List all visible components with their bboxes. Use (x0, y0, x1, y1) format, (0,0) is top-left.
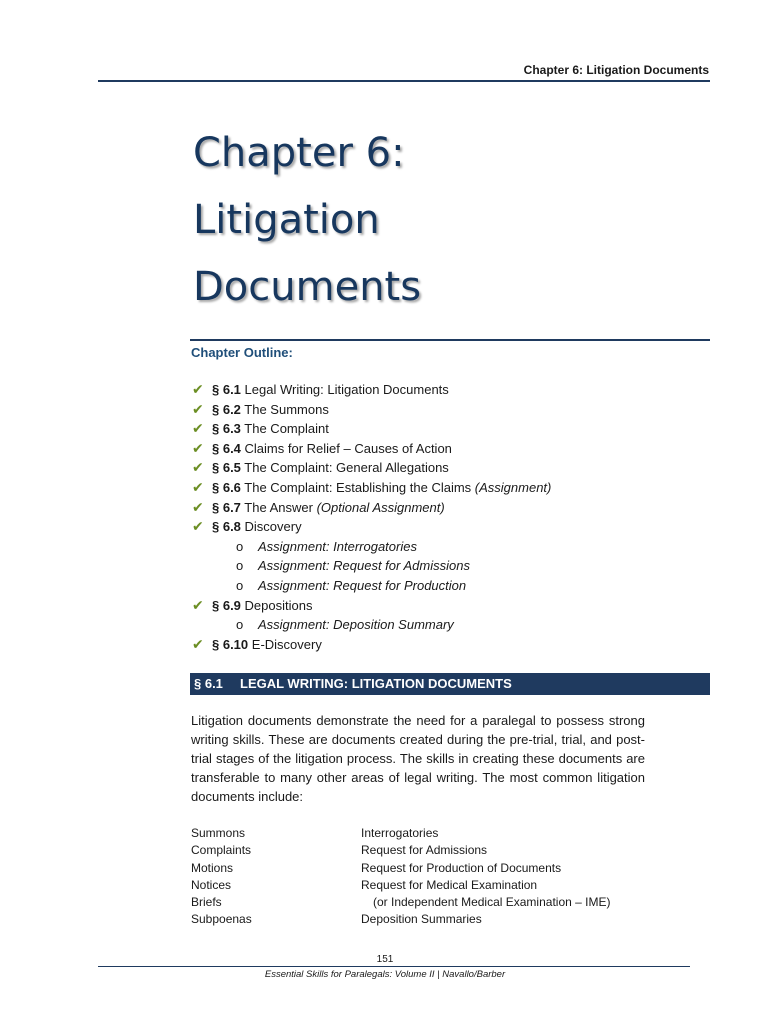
outline-item-note: (Assignment) (474, 479, 552, 495)
section-paragraph: Litigation documents demonstrate the need for a paralegal to possess strong writing skills. These are documents created during the pre-trial, trial, and post-trial stages of the litigation process. The skills in creating these documents are transferable to many other areas of legal writing. The most common litigation documents include: (191, 713, 645, 804)
checkmark-icon: ✔ (192, 459, 204, 476)
outline-item-note: (Optional Assignment) (316, 499, 445, 515)
list-item: Interrogatories (361, 826, 439, 840)
list-item: Request for Medical Examination (361, 877, 538, 892)
outline-subitem (192, 556, 692, 576)
list-item: Notices (191, 877, 232, 892)
outline-item-text: E-Discovery (248, 636, 322, 652)
chapter-title (193, 120, 613, 321)
title-rule (190, 339, 710, 341)
documents-list-left (191, 825, 252, 929)
outline-item-number: § 6.3 (212, 421, 241, 437)
outline-subitem-text: Assignment: Request for Admissions (258, 558, 470, 574)
outline-heading: Chapter Outline: (191, 345, 293, 360)
checkmark-icon: ✔ (192, 420, 204, 437)
outline-subitem-text: Assignment: Deposition Summary (258, 617, 454, 633)
list-item: Complaints (191, 843, 252, 858)
documents-list-right (361, 825, 610, 929)
outline-item-number: § 6.8 (212, 519, 241, 535)
checkmark-icon: ✔ (192, 498, 204, 515)
outline-item (192, 380, 692, 400)
circle-bullet-icon: o (236, 617, 244, 633)
outline-item (192, 517, 692, 537)
outline-item-text: The Answer (240, 499, 317, 515)
outline-item (192, 498, 692, 518)
checkmark-icon: ✔ (192, 596, 204, 613)
outline-subitem (192, 576, 692, 596)
list-item: Briefs (191, 895, 222, 910)
checkmark-icon: ✔ (192, 478, 204, 495)
list-item: Request for Admissions (361, 843, 488, 858)
checkmark-icon: ✔ (192, 518, 204, 535)
checkmark-icon: ✔ (192, 635, 204, 652)
list-item: Summons (191, 826, 246, 840)
list-item: Deposition Summaries (361, 912, 482, 927)
section-number: § 6.1 (194, 676, 223, 691)
chapter-title-line-1: Chapter 6: (193, 130, 405, 176)
list-item: Request for Production of Documents (361, 860, 562, 875)
outline-item (192, 458, 692, 478)
outline-item-number: § 6.10 (212, 636, 249, 652)
chapter-title-line-2: Litigation (193, 197, 380, 243)
outline-item (192, 596, 692, 616)
outline-item-text: The Complaint: General Allegations (240, 460, 449, 476)
list-item: (or Independent Medical Examination – IME) (373, 895, 611, 910)
outline-item-text: The Complaint (240, 421, 329, 437)
outline-item-number: § 6.1 (212, 382, 241, 397)
outline-item-text: Legal Writing: Litigation Documents (240, 382, 449, 397)
checkmark-icon: ✔ (192, 439, 204, 456)
chapter-title-line-3: Documents (193, 264, 422, 310)
outline-item (192, 439, 692, 459)
circle-bullet-icon: o (236, 558, 244, 574)
list-item: Subpoenas (191, 912, 252, 927)
header-rule (98, 80, 710, 82)
outline-item-number: § 6.7 (212, 499, 241, 515)
section-heading-bar (190, 673, 710, 695)
outline-item (192, 419, 692, 439)
outline-subitem (192, 537, 692, 557)
outline-item-number: § 6.4 (212, 440, 241, 456)
footer-rule (98, 966, 690, 967)
outline-item-number: § 6.9 (212, 597, 241, 613)
outline-item-number: § 6.5 (212, 460, 241, 476)
page-number: 151 (376, 954, 394, 965)
circle-bullet-icon: o (236, 538, 244, 554)
checkmark-icon: ✔ (192, 400, 204, 417)
outline-subitem (192, 615, 692, 635)
section-title: LEGAL WRITING: LITIGATION DOCUMENTS (240, 676, 512, 691)
chapter-outline (192, 380, 692, 654)
outline-item (192, 400, 692, 420)
circle-bullet-icon: o (236, 577, 244, 593)
outline-item-text: The Complaint: Establishing the Claims (240, 479, 475, 495)
outline-item-number: § 6.6 (212, 479, 241, 495)
outline-item-text: Claims for Relief – Causes of Action (240, 440, 452, 456)
outline-item-number: § 6.2 (212, 401, 241, 417)
outline-subitem-text: Assignment: Interrogatories (258, 538, 417, 554)
list-item: Motions (191, 860, 234, 875)
outline-item-text: Discovery (240, 519, 302, 535)
outline-item (192, 478, 692, 498)
running-head: Chapter 6: Litigation Documents (523, 63, 709, 77)
checkmark-icon: ✔ (192, 381, 204, 397)
outline-subitem-text: Assignment: Request for Production (258, 577, 467, 593)
footer-book-title: Essential Skills for Paralegals: Volume II | Navallo/Barber (264, 969, 506, 980)
outline-item-text: Depositions (240, 597, 313, 613)
outline-item-text: The Summons (240, 401, 329, 417)
outline-item (192, 635, 692, 655)
